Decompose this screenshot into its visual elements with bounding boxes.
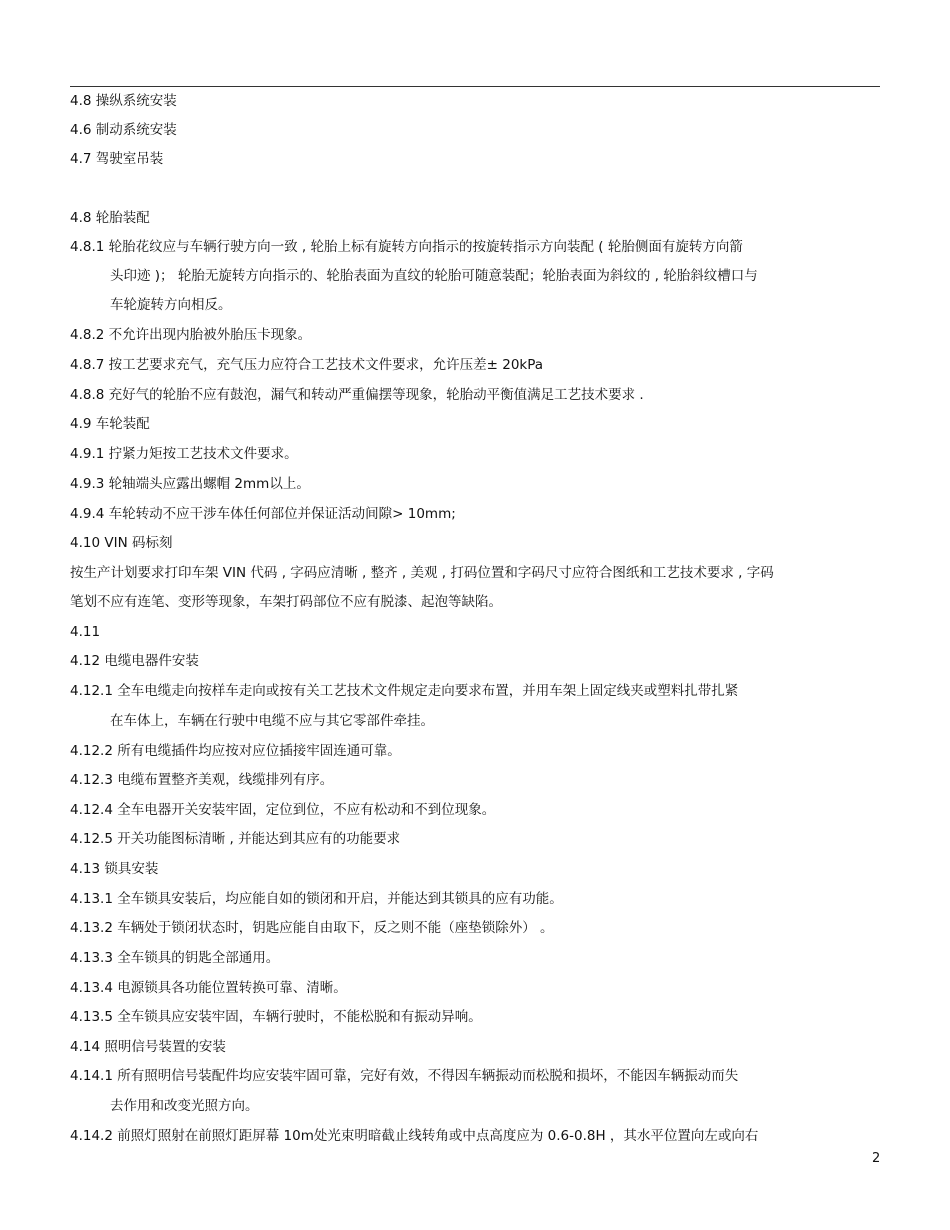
clause-4-12-3: 4.12.3 电缆布置整齐美观，线缆排列有序。 — [70, 772, 334, 788]
section-heading-4-10: 4.10 VIN 码标刻 — [70, 535, 173, 551]
clause-4-9-1: 4.9.1 拧紧力矩按工艺技术文件要求。 — [70, 446, 298, 462]
clause-4-13-3: 4.13.3 全车锁具的钥匙全部通用。 — [70, 950, 280, 966]
clause-4-13-4: 4.13.4 电源锁具各功能位置转换可靠、清晰。 — [70, 980, 347, 996]
page-number: 2 — [872, 1151, 881, 1166]
clause-4-12-1-cont: 在车体上，车辆在行驶中电缆不应与其它零部件牵挂。 — [110, 713, 434, 729]
section-heading-4-11: 4.11 — [70, 624, 101, 640]
clause-4-12-2: 4.12.2 所有电缆插件均应按对应位插接牢固连通可靠。 — [70, 743, 401, 759]
clause-4-8-8: 4.8.8 充好气的轮胎不应有鼓泡，漏气和转动严重偏摆等现象，轮胎动平衡值满足工艺技术要求 . — [70, 387, 644, 403]
clause-4-14-1: 4.14.1 所有照明信号装配件均应安装牢固可靠，完好有效，不得因车辆振动而松脱和损坏，不能因车辆振动而失 — [70, 1068, 739, 1084]
clause-4-9-4: 4.9.4 车轮转动不应干涉车体任何部位并保证活动间隙> 10mm; — [70, 506, 456, 522]
clause-4-13-1: 4.13.1 全车锁具安装后，均应能自如的锁闭和开启，并能达到其锁具的应有功能。 — [70, 891, 563, 907]
clause-4-8-1-cont-2: 车轮旋转方向相反。 — [110, 297, 232, 313]
clause-4-8-1: 4.8.1 轮胎花纹应与车辆行驶方向一致 , 轮胎上标有旋转方向指示的按旋转指示方向装配 ( 轮胎侧面有旋转方向箭 — [70, 239, 743, 255]
section-line-4-7-cab: 4.7 驾驶室吊装 — [70, 151, 164, 167]
clause-4-13-5: 4.13.5 全车锁具应安装牢固，车辆行驶时，不能松脱和有振动异响。 — [70, 1009, 482, 1025]
clause-4-12-4: 4.12.4 全车电器开关安装牢固，定位到位，不应有松动和不到位现象。 — [70, 802, 496, 818]
clause-4-8-1-cont-1: 头印迹 )； 轮胎无旋转方向指示的、轮胎表面为直纹的轮胎可随意装配；轮胎表面为斜纹的 , 轮胎斜纹槽口与 — [110, 268, 758, 284]
clause-4-8-7: 4.8.7 按工艺要求充气，充气压力应符合工艺技术文件要求，允许压差± 20kPa — [70, 357, 544, 373]
section-heading-4-12: 4.12 电缆电器件安装 — [70, 653, 199, 669]
clause-4-12-5: 4.12.5 开关功能图标清晰 , 并能达到其应有的功能要求 — [70, 831, 401, 847]
section-heading-4-13: 4.13 锁具安装 — [70, 861, 159, 877]
section-heading-4-9: 4.9 车轮装配 — [70, 416, 150, 432]
section-line-4-6-brake: 4.6 制动系统安装 — [70, 122, 177, 138]
clause-4-8-2: 4.8.2 不允许出现内胎被外胎压卡现象。 — [70, 327, 312, 343]
section-heading-4-8-tire: 4.8 轮胎装配 — [70, 210, 150, 226]
paragraph-vin-1: 按生产计划要求打印车架 VIN 代码 , 字码应清晰 , 整齐 , 美观 , 打码位置和字码尺寸应符合图纸和工艺技术要求 , 字码 — [70, 565, 774, 581]
clause-4-14-1-cont: 去作用和改变光照方向。 — [110, 1098, 259, 1114]
clause-4-9-3: 4.9.3 轮轴端头应露出螺帽 2mm以上。 — [70, 476, 310, 492]
paragraph-vin-2: 笔划不应有连笔、变形等现象，车架打码部位不应有脱漆、起泡等缺陷。 — [70, 594, 502, 610]
section-line-4-8-steering: 4.8 操纵系统安装 — [70, 93, 177, 109]
section-heading-4-14: 4.14 照明信号装置的安装 — [70, 1039, 226, 1055]
clause-4-13-2: 4.13.2 车辆处于锁闭状态时，钥匙应能自由取下，反之则不能（座垫锁除外） 。 — [70, 920, 554, 936]
clause-4-14-2: 4.14.2 前照灯照射在前照灯距屏幕 10m处光束明暗截止线转角或中点高度应为 0.6-0.8H ，其水平位置向左或向右 — [70, 1128, 759, 1144]
clause-4-12-1: 4.12.1 全车电缆走向按样车走向或按有关工艺技术文件规定走向要求布置，并用车架上固定线夹或塑料扎带扎紧 — [70, 683, 739, 699]
header-rule — [70, 86, 880, 87]
